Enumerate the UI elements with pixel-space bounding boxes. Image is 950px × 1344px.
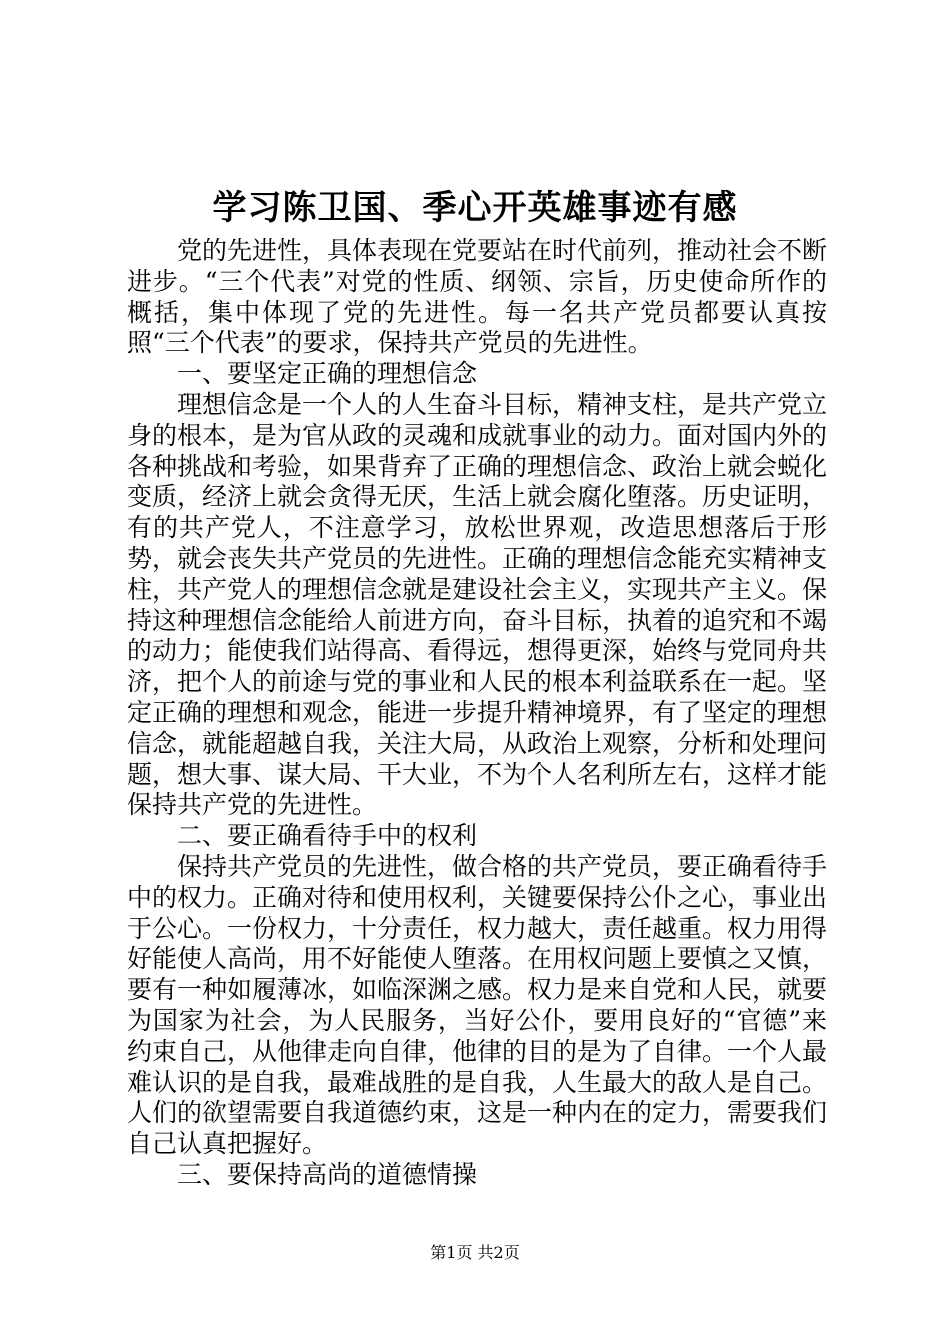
section-heading-1: 一、要坚定正确的理想信念 bbox=[177, 359, 478, 389]
section-1-paragraph: 理想信念是一个人的人生奋斗目标，精神支柱，是共产党立身的根本，是为官从政的灵魂和成就事业的动力。面对国内外的各种挑战和考验，如果背弃了正确的理想信念、政治上就会蜕化变质，经济上就会贪得无厌，生活上就会腐化堕落。历史证明，有的共产党人，不注意学习，放松世界观，改造思想落后于形势，就会丧失共产党员的先进性。正确的理想信念能充实精神支柱，共产党人的理想信念就是建设社会主义，实现共产主义。保持这种理想信念能给人前进方向，奋斗目标，执着的追究和不竭的动力；能使我们站得高、看得远，想得更深，始终与党同舟共济，把个人的前途与党的事业和人民的根本利益联系在一起。坚定正确的理想和观念，能进一步提升精神境界，有了坚定的理想信念，就能超越自我，关注大局，从政治上观察，分析和处理问题，想大事、谋大局、干大业，不为个人名利所左右，这样才能保持共产党的先进性。 bbox=[127, 389, 828, 820]
intro-paragraph: 党的先进性，具体表现在党要站在时代前列，推动社会不断进步。“三个代表”对党的性质、纲领、宗旨，历史使命所作的概括，集中体现了党的先进性。每一名共产党员都要认真按照“三个代表”的要求，保持共产党员的先进性。 bbox=[127, 236, 828, 358]
section-heading-2: 二、要正确看待手中的权利 bbox=[177, 821, 478, 851]
page-footer: 第1页 共2页 bbox=[430, 1243, 520, 1262]
section-2-paragraph: 保持共产党员的先进性，做合格的共产党员，要正确看待手中的权力。正确对待和使用权利，关键要保持公仆之心，事业出于公心。一份权力，十分责任，权力越大，责任越重。权力用得好能使人高尚，用不好能使人堕落。在用权问题上要慎之又慎，要有一种如履薄冰，如临深渊之感。权力是来自党和人民，就要为国家为社会，为人民服务，当好公仆，要用良好的“官德”来约束自己，从他律走向自律，他律的目的是为了自律。一个人最难认识的是自我，最难战胜的是自我，人生最大的敌人是自己。人们的欲望需要自我道德约束，这是一种内在的定力，需要我们自己认真把握好。 bbox=[127, 851, 828, 1159]
section-heading-3: 三、要保持高尚的道德情操 bbox=[177, 1159, 478, 1189]
document-title: 学习陈卫国、季心开英雄事迹有感 bbox=[212, 188, 738, 228]
document-body bbox=[127, 236, 827, 1191]
